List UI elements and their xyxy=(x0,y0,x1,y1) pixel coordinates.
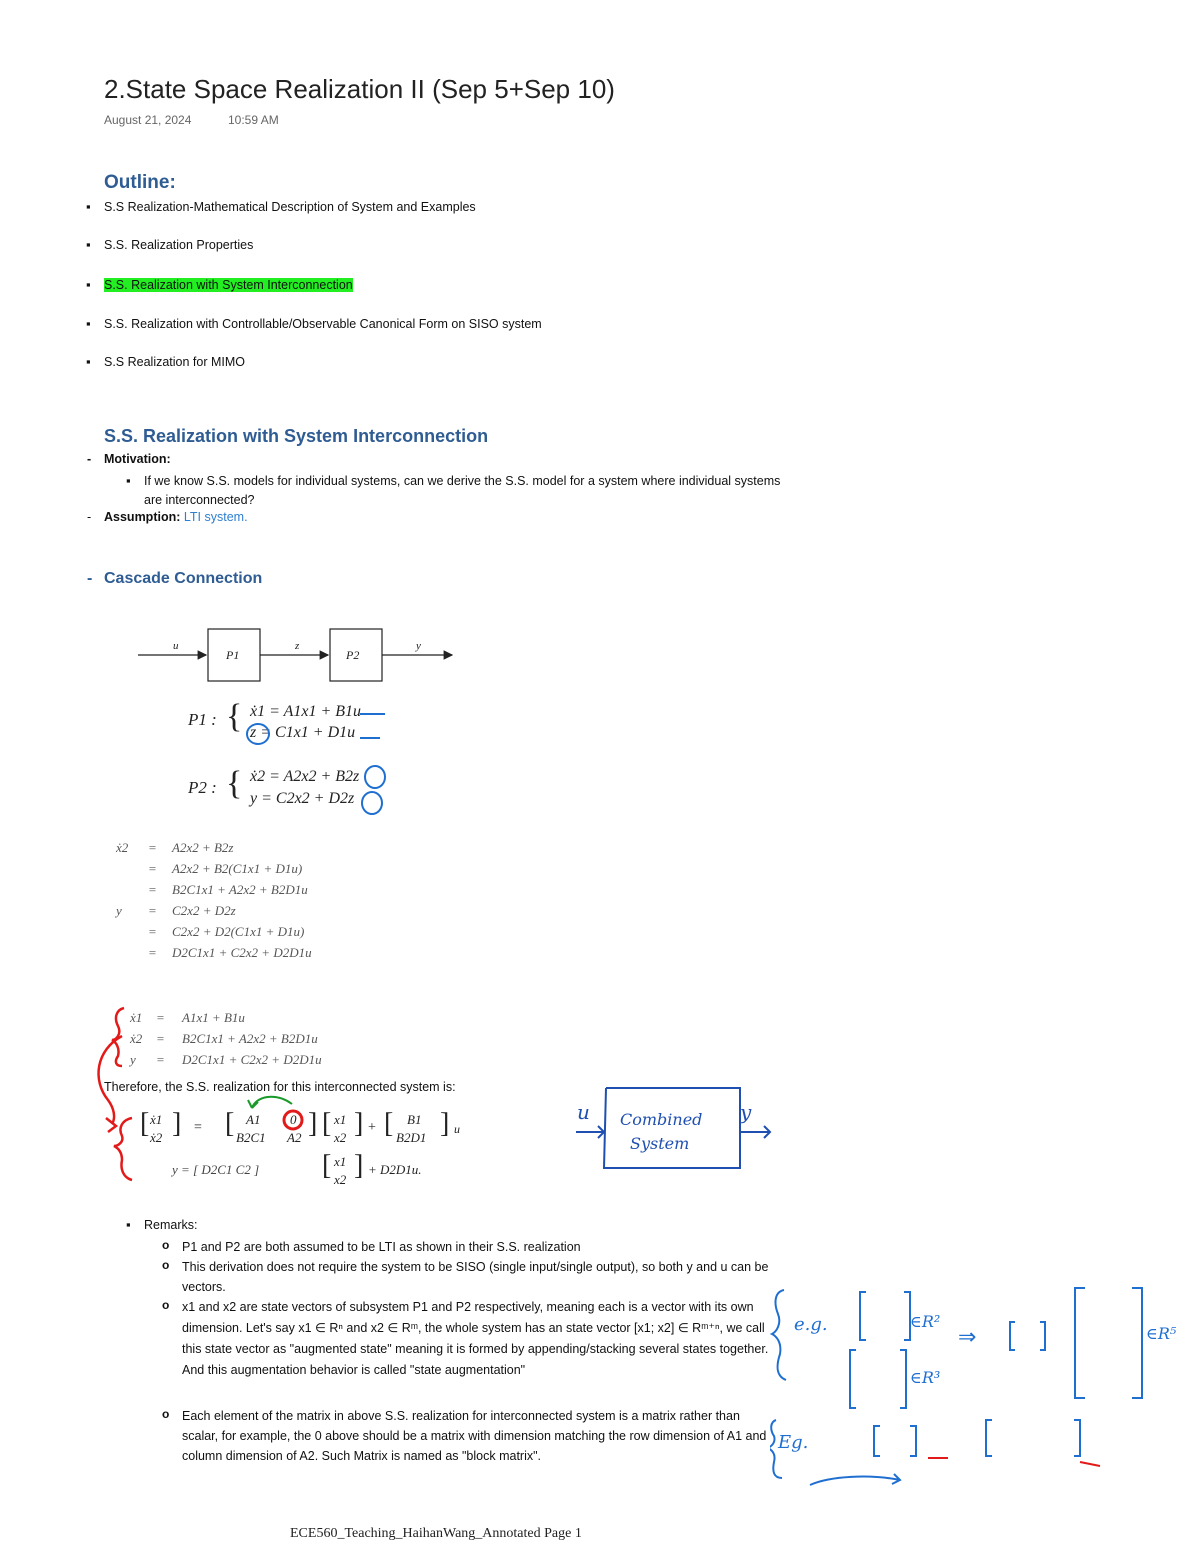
motivation-text: ▪ If we know S.S. models for individual systems, can we derive the S.S. model for a system where individual systems are interconnected? xyxy=(144,472,784,510)
derivation-row xyxy=(116,945,416,966)
y-tail: + D2D1u. xyxy=(368,1162,422,1177)
comb-rhs: B2C1x1 + A2x2 + B2D1u xyxy=(182,1031,318,1046)
bracket: ] xyxy=(440,1108,450,1139)
y-x2: x2 xyxy=(334,1172,347,1187)
comb-lhs: ẋ2 xyxy=(130,1031,143,1046)
derivation-row xyxy=(116,903,416,924)
bracket: ] xyxy=(172,1108,182,1139)
outline-item-highlighted xyxy=(104,278,353,292)
mat-lhs-2: ẋ2 xyxy=(150,1130,163,1145)
remark-item: o x1 and x2 are state vectors of subsystem P1 and P2 respectively, meaning each is a vector with its own dimension. Let's say x1 ∈ Rⁿ and x2 ∈ Rᵐ, the whole system has an state vector [x1; x2] ∈ Rᵐ⁺ⁿ, we call this state vector as "augmented state" meaning it is formed by appending/stacking several states together. And this augmentation behavior is called "state augmentation" xyxy=(182,1297,778,1381)
bracket: [ xyxy=(225,1108,235,1139)
hw-combined-system xyxy=(620,1108,702,1156)
mat-b1: B1 xyxy=(407,1112,422,1127)
remark-item: o This derivation does not require the system to be SISO (single input/single output), so both y and u can be vectors. xyxy=(182,1257,782,1297)
comb-eq: = xyxy=(156,1031,165,1046)
p2-eq1: ẋ2 = A2x2 + B2z xyxy=(250,768,360,785)
mat-u: u xyxy=(454,1122,460,1136)
page-time: 10:59 AM xyxy=(228,113,279,127)
deriv-rhs: B2C1x1 + A2x2 + B2D1u xyxy=(172,882,308,897)
deriv-rhs: C2x2 + D2(C1x1 + D1u) xyxy=(172,924,305,939)
deriv-rhs: C2x2 + D2z xyxy=(172,903,236,918)
comb-rhs: A1x1 + B1u xyxy=(182,1010,245,1025)
derivation-block xyxy=(116,840,416,966)
derivation-row xyxy=(116,840,416,861)
derivation-row xyxy=(116,861,416,882)
p2-eq2: y = C2x2 + D2z xyxy=(250,790,355,807)
deriv-rhs: A2x2 + B2(C1x1 + D1u) xyxy=(172,861,303,876)
hw-u: u xyxy=(577,1100,590,1124)
assumption-row xyxy=(104,510,248,524)
bracket: ] xyxy=(354,1108,364,1139)
assumption-value: LTI system. xyxy=(183,510,248,524)
hw-arrow: ⇒ xyxy=(958,1324,977,1349)
mat-x2: x2 xyxy=(334,1130,347,1145)
remark-item: o Each element of the matrix in above S.S. realization for interconnected system is a matrix rather than scalar, for example, the 0 above should be a matrix with dimension matching the row dimension of A1 and column dimension of A2. Such Matrix is named as "block matrix". xyxy=(182,1406,772,1466)
assumption-label: Assumption: xyxy=(104,510,181,524)
hw-r5: ∈R⁵ xyxy=(1146,1324,1177,1343)
brace-p2: { xyxy=(226,765,243,802)
deriv-eq: = xyxy=(148,924,157,939)
bracket: ] xyxy=(308,1108,318,1139)
comb-eq: = xyxy=(156,1052,165,1067)
p1-eq1: ẋ1 = A1x1 + B1u xyxy=(250,703,362,720)
deriv-eq: = xyxy=(148,903,157,918)
label-p2: P2 xyxy=(346,648,360,662)
mat-plus: + xyxy=(368,1120,376,1135)
deriv-eq: = xyxy=(148,840,157,855)
mat-lhs-1: ẋ1 xyxy=(150,1112,163,1127)
comb-lhs: ẋ1 xyxy=(130,1010,143,1025)
hw-combined: Combined xyxy=(620,1110,703,1129)
bracket: [ xyxy=(140,1108,150,1139)
hw-r2: ∈R² xyxy=(910,1312,941,1331)
label-u: u xyxy=(173,640,179,652)
deriv-eq: = xyxy=(148,861,157,876)
page-footer: ECE560_Teaching_HaihanWang_Annotated Page 1 xyxy=(290,1526,582,1541)
ink-annotations-matrix xyxy=(86,1000,326,1190)
outline-item: ▪ S.S Realization for MIMO xyxy=(104,355,245,369)
motivation-label: - Motivation: xyxy=(104,452,171,466)
deriv-eq: = xyxy=(148,882,157,897)
deriv-lhs: y xyxy=(116,903,122,918)
ink-annotations-p xyxy=(240,700,400,820)
page-title: 2.State Space Realization II (Sep 5+Sep 10) xyxy=(104,74,615,104)
bracket: [ xyxy=(322,1108,332,1139)
label-y: y xyxy=(416,640,421,652)
bracket: [ xyxy=(322,1150,332,1181)
mat-a21: B2C1 xyxy=(236,1130,266,1145)
mat-a11: A1 xyxy=(246,1112,261,1127)
hw-r3: ∈R³ xyxy=(910,1368,941,1387)
p1-label: P1 : xyxy=(188,710,217,729)
handwritten-notes xyxy=(770,1280,1200,1490)
bracket: [ xyxy=(384,1108,394,1139)
deriv-rhs: D2C1x1 + C2x2 + D2D1u xyxy=(172,945,312,960)
outline-item: ▪ S.S. Realization Properties xyxy=(104,238,253,252)
hw-system: System xyxy=(630,1134,690,1153)
label-p1: P1 xyxy=(226,648,240,662)
comb-rhs: D2C1x1 + C2x2 + D2D1u xyxy=(182,1052,322,1067)
cascade-heading: - Cascade Connection xyxy=(104,570,262,588)
y-row: y = [ D2C1 C2 ] xyxy=(172,1162,260,1177)
outline-item: ▪ S.S Realization-Mathematical Description of System and Examples xyxy=(104,200,476,214)
outline-heading: Outline: xyxy=(104,172,176,193)
bracket: ] xyxy=(354,1150,364,1181)
hw-eg2: Eg. xyxy=(778,1432,809,1453)
cascade-diagram xyxy=(130,620,470,690)
derivation-row xyxy=(116,924,416,945)
deriv-rhs: A2x2 + B2z xyxy=(172,840,234,855)
section-heading: S.S. Realization with System Interconnection xyxy=(104,426,489,446)
comb-lhs: y xyxy=(130,1052,136,1067)
therefore-text: Therefore, the S.S. realization for this interconnected system is: xyxy=(104,1080,456,1094)
mat-eq: = xyxy=(194,1120,202,1135)
outline-item: ▪ S.S. Realization with Controllable/Observable Canonical Form on SISO system xyxy=(104,317,542,331)
deriv-eq: = xyxy=(148,945,157,960)
y-x1: x1 xyxy=(334,1154,347,1169)
comb-eq: = xyxy=(156,1010,165,1025)
mat-a12: 0 xyxy=(290,1112,297,1127)
derivation-row xyxy=(116,882,416,903)
page-date: August 21, 2024 xyxy=(104,113,192,127)
highlight-mark: S.S. Realization with System Interconnection xyxy=(104,278,353,292)
mat-x1: x1 xyxy=(334,1112,347,1127)
mat-b2: B2D1 xyxy=(396,1130,427,1145)
remark-item: o P1 and P2 are both assumed to be LTI as shown in their S.S. realization xyxy=(182,1237,782,1257)
hw-y: y xyxy=(740,1100,752,1124)
p2-label: P2 : xyxy=(188,778,217,797)
p1-eq2: z = C1x1 + D1u xyxy=(250,724,356,741)
label-z: z xyxy=(295,640,300,652)
brace-p1: { xyxy=(226,698,243,735)
deriv-lhs: ẋ2 xyxy=(116,840,129,855)
remarks-label: ▪ Remarks: xyxy=(144,1218,197,1232)
hw-eg1: e.g. xyxy=(794,1314,828,1335)
mat-a22: A2 xyxy=(287,1130,302,1145)
